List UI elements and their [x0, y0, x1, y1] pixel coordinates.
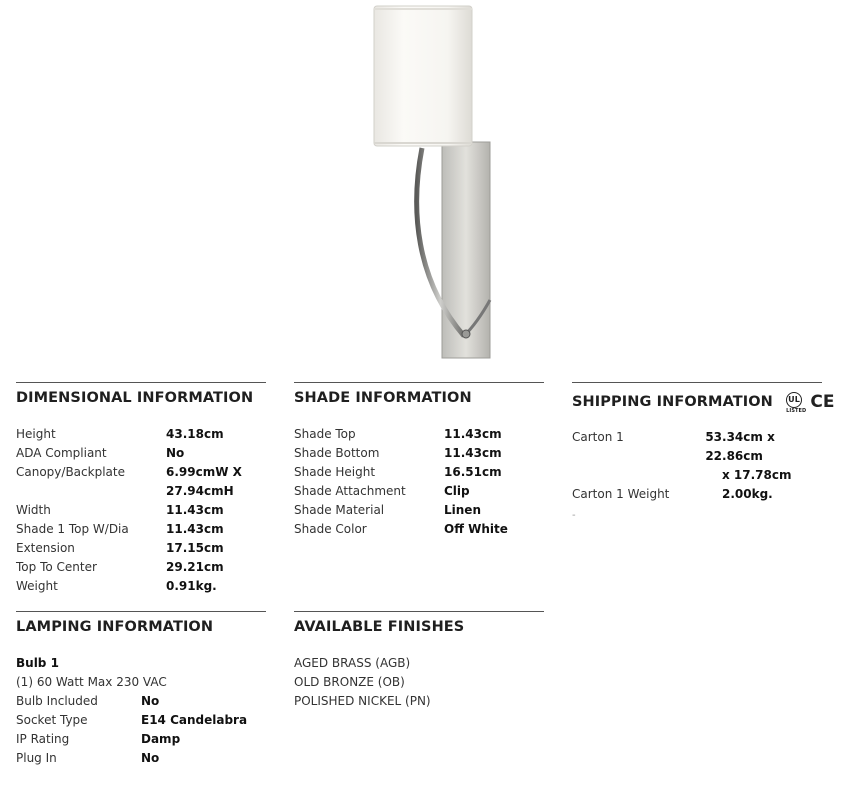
finish-item: AGED BRASS (AGB) [294, 656, 411, 670]
certification-badges [786, 390, 835, 414]
spec-row: Height 43.18cm [16, 427, 224, 441]
finish-item: POLISHED NICKEL (PN) [294, 694, 431, 708]
wall-sconce-image [340, 0, 540, 368]
spec-list [16, 425, 266, 596]
shipping-section [572, 382, 835, 521]
spec-row: Top To Center 29.21cm [16, 560, 224, 574]
spec-row: ADA Compliant No [16, 446, 185, 460]
finish-item: OLD BRONZE (OB) [294, 675, 405, 689]
section-title: AVAILABLE FINISHES [294, 619, 465, 635]
spec-row: Carton 1 53.34cm x 22.86cm [572, 429, 775, 463]
ul-listed-icon: UL LISTED [786, 390, 806, 414]
bulb-subtitle: Bulb 1 [16, 656, 59, 670]
spec-row: Socket Type E14 Candelabra [16, 713, 248, 727]
spec-row: Shade Attachment Clip [294, 484, 470, 498]
spec-list [572, 428, 822, 521]
spec-row: Shade Material Linen [294, 503, 481, 517]
section-title: SHIPPING INFORMATION UL LISTED CE [572, 391, 835, 414]
section-title: DIMENSIONAL INFORMATION [16, 390, 254, 406]
shade-section [294, 382, 544, 539]
spec-row: Carton 1 Weight 2.00kg. [572, 486, 773, 501]
finishes-section [294, 611, 544, 711]
section-title: SHADE INFORMATION [294, 390, 472, 406]
spec-row: Weight 0.91kg. [16, 579, 217, 593]
spec-list [16, 654, 266, 768]
spec-row-continued: x 17.78cm [722, 467, 792, 482]
spec-row: Extension 17.15cm [16, 541, 224, 555]
section-divider [572, 382, 822, 383]
bulb-description: (1) 60 Watt Max 230 VAC [16, 675, 167, 689]
finish-list [294, 654, 544, 711]
spec-row: Shade 1 Top W/Dia 11.43cm [16, 522, 224, 536]
spec-row: Shade Top 11.43cm [294, 427, 502, 441]
shipping-note: - [572, 509, 576, 521]
spec-row: Canopy/Backplate 6.99cmW X [16, 465, 242, 479]
section-divider [294, 611, 544, 612]
ce-mark-icon: CE [810, 391, 835, 412]
spec-row: Plug In No [16, 751, 160, 765]
spec-list [294, 425, 544, 539]
section-title: LAMPING INFORMATION [16, 619, 214, 635]
spec-row: Shade Bottom 11.43cm [294, 446, 502, 460]
section-divider [16, 611, 266, 612]
dimensional-section [16, 382, 266, 596]
spec-row: Bulb Included No [16, 694, 160, 708]
spec-row: Shade Color Off White [294, 522, 508, 536]
spec-row: Shade Height 16.51cm [294, 465, 502, 479]
lamping-section [16, 611, 266, 768]
spec-row-continued: 27.94cmH [166, 484, 234, 498]
spec-row: IP Rating Damp [16, 732, 181, 746]
section-divider [294, 382, 544, 383]
spec-row: Width 11.43cm [16, 503, 224, 517]
section-divider [16, 382, 266, 383]
